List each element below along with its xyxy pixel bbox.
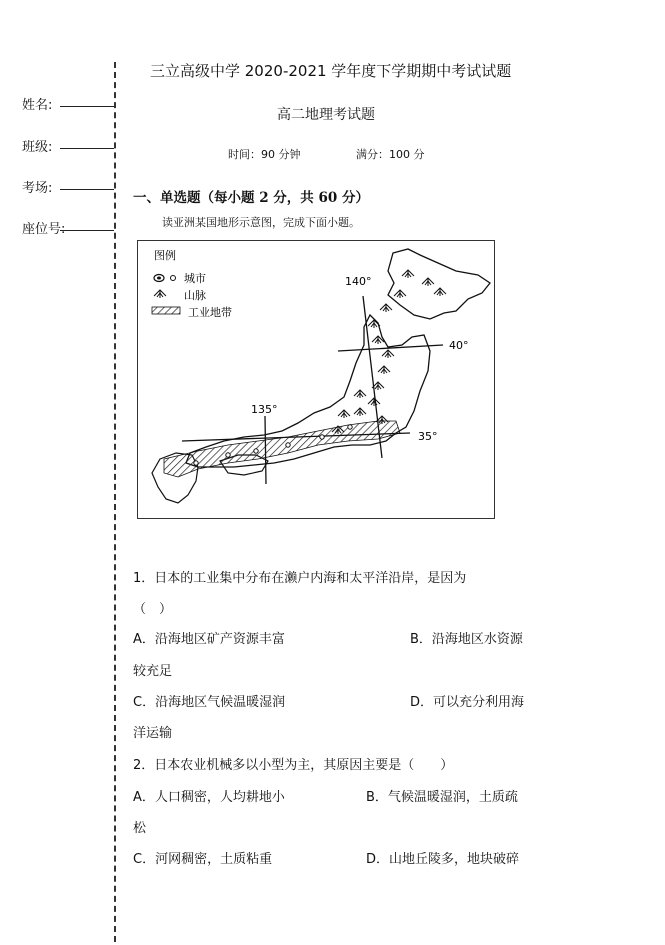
mountain-glyph xyxy=(402,270,414,278)
label-135: 135° xyxy=(251,403,278,416)
room-label: 考场: xyxy=(22,181,53,196)
q2-stem: 2．日本农业机械多以小型为主，其原因主要是（ ） xyxy=(133,758,454,773)
legend-industry-label: 工业地带 xyxy=(188,306,232,319)
q1-option-d-cont: 洋运输 xyxy=(133,726,173,741)
city-dot xyxy=(348,425,352,429)
mountain-glyph xyxy=(434,288,446,296)
binding-dashed-line xyxy=(114,62,116,942)
q1-option-c[interactable]: C．沿海地区气候温暖湿润 xyxy=(133,695,286,710)
city-icon xyxy=(154,275,176,282)
q1-stem: 1．日本的工业集中分布在濑户内海和太平洋沿岸，是因为 xyxy=(133,571,467,586)
city-dot xyxy=(320,435,324,439)
q2-option-d[interactable]: D．山地丘陵多，地块破碎 xyxy=(366,852,520,867)
meridian-135 xyxy=(265,416,266,484)
q1-option-d[interactable]: D．可以充分利用海 xyxy=(410,695,525,710)
name-line xyxy=(60,106,114,107)
legend-mountain-label: 山脉 xyxy=(184,289,206,302)
exam-title: 三立高级中学 2020-2021 学年度下学期期中考试试题 xyxy=(150,62,512,80)
name-label: 姓名: xyxy=(22,98,53,113)
legend-title: 图例 xyxy=(154,249,176,262)
q2-option-b[interactable]: B．气候温暖湿润，土质疏 xyxy=(366,790,518,805)
q2-option-c[interactable]: C．河网稠密，土质粘重 xyxy=(133,852,273,867)
mountain-glyph xyxy=(368,320,380,328)
q1-option-b[interactable]: B．沿海地区水资源 xyxy=(410,632,523,647)
mountain-icon xyxy=(154,290,166,298)
mountain-glyph xyxy=(354,408,366,416)
mountain-glyph xyxy=(354,390,366,398)
section-instruction: 读亚洲某国地形示意图，完成下面小题。 xyxy=(162,216,360,229)
q2-option-a[interactable]: A．人口稠密，人均耕地小 xyxy=(133,790,285,805)
seat-line xyxy=(60,230,114,231)
room-line xyxy=(60,189,114,190)
class-label: 班级: xyxy=(22,140,53,155)
industry-icon xyxy=(152,307,180,314)
mountain-glyph xyxy=(368,398,380,406)
exam-subtitle: 高二地理考试题 xyxy=(277,107,375,123)
legend-city-label: 城市 xyxy=(184,272,206,285)
mountain-glyph xyxy=(422,278,434,286)
label-40: 40° xyxy=(449,339,469,352)
class-line xyxy=(60,148,114,149)
mountain-glyph xyxy=(338,410,350,418)
city-dot xyxy=(286,443,290,447)
label-140: 140° xyxy=(345,275,372,288)
label-35: 35° xyxy=(418,430,438,443)
city-dot xyxy=(226,453,230,457)
exam-time: 时间：90 分钟 xyxy=(228,148,301,161)
q2-option-b-cont: 松 xyxy=(133,821,147,836)
hokkaido-outline xyxy=(388,249,490,319)
mountain-symbols xyxy=(332,270,446,434)
city-dot xyxy=(254,449,258,453)
q1-option-a[interactable]: A．沿海地区矿产资源丰富 xyxy=(133,632,285,647)
japan-map xyxy=(137,240,495,519)
q1-paren: （ ） xyxy=(133,602,173,617)
seat-label: 座位号: xyxy=(22,222,66,237)
city-dot xyxy=(194,461,198,465)
japan-map-figure xyxy=(138,241,494,518)
section-heading: 一、单选题（每小题 2 分，共 60 分） xyxy=(133,190,369,206)
exam-score: 满分：100 分 xyxy=(356,148,425,161)
mountain-glyph xyxy=(394,290,406,298)
parallel-40 xyxy=(338,345,443,351)
mountain-glyph xyxy=(378,366,390,374)
q1-option-b-cont: 较充足 xyxy=(133,664,173,679)
mountain-glyph xyxy=(382,350,394,358)
mountain-glyph xyxy=(380,304,392,312)
